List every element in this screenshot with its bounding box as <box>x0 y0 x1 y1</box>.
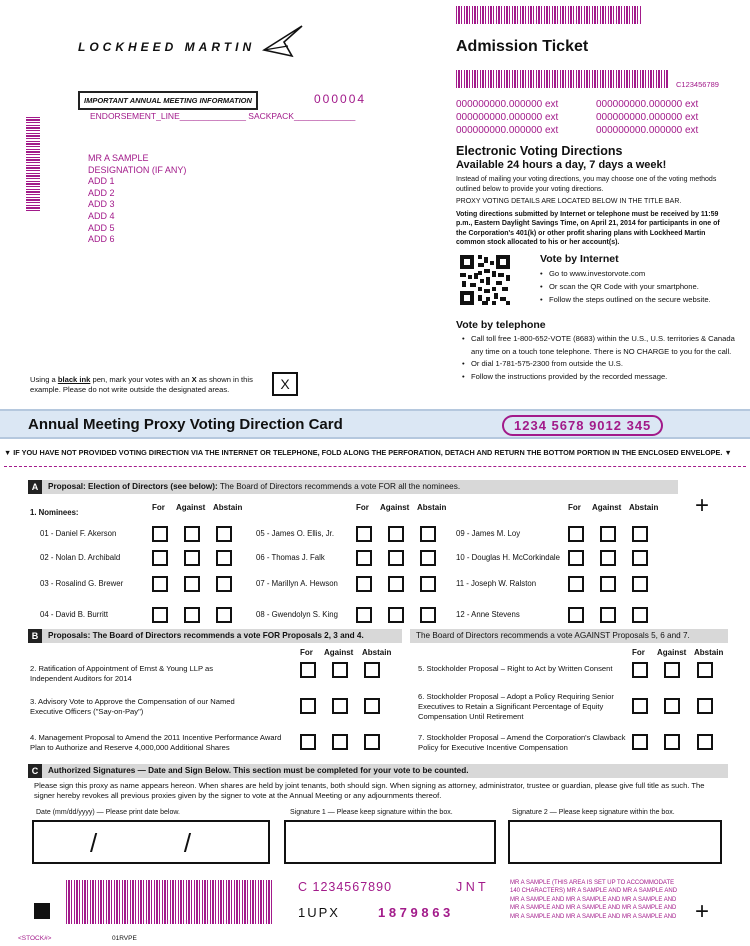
col-abstain: Abstain <box>629 503 659 512</box>
proposal-4: 4. Management Proposal to Amend the 2011 Incentive Performance Award Plan to Authorize and Reserve 4,000,000 Additional Shares <box>30 733 282 752</box>
section-c-header <box>42 764 728 778</box>
phone-step: • Call toll free 1-800-652-VOTE (8683) within the U.S., U.S. territories & Canada any time on a touch tone telephone. There is NO CHARGE to you for the call. <box>462 333 738 358</box>
col-abstain: Abstain <box>417 503 447 512</box>
phone-step: • Or dial 1-781-575-2300 from outside the U.S. <box>462 358 738 371</box>
signature-instructions: Please sign this proxy as name appears hereon. When shares are held by joint tenants, both should sign. When signing as attorney, administrator, trustee or guardian, please give full title as such. The signer hereby revokes all previous proxies given by the signer to vote at the Annual Meeting or any adjournments thereof. <box>34 781 705 800</box>
vote-for-checkbox[interactable] <box>356 607 372 623</box>
nominee-name: 08 - Gwendolyn S. King <box>256 610 338 619</box>
phone-step: • Follow the instructions provided by the recorded message. <box>462 371 738 384</box>
vote-for-checkbox[interactable] <box>152 576 168 592</box>
vote-against-checkbox[interactable] <box>388 550 404 566</box>
col-against: Against <box>592 503 622 512</box>
ticket-barcode <box>456 70 668 88</box>
col-abstain: Abstain <box>694 648 724 657</box>
section-a-header-bold: Proposal: Election of Directors (see below): <box>48 482 218 491</box>
stock-code: <STOCK#> <box>18 935 52 942</box>
ink-text-3: as shown in this example. Please do not write outside the designated areas. <box>30 375 253 394</box>
ink-text-x: X <box>191 375 197 384</box>
section-c-header-rest: This section must be completed for your vote to be counted. <box>231 766 469 775</box>
vote-for-checkbox[interactable] <box>356 550 372 566</box>
section-b-header-right: The Board of Directors recommends a vote AGAINST Proposals 5, 6 and 7. <box>410 629 728 643</box>
col-for: For <box>568 503 581 512</box>
proposal-abstain-checkbox[interactable] <box>697 662 713 678</box>
sample-line: 140 CHARACTERS) MR A SAMPLE AND MR A SAMPLE AND <box>510 888 678 895</box>
rvpe-code: 01RVPE <box>112 935 137 942</box>
vote-abstain-checkbox[interactable] <box>632 576 648 592</box>
proposal-abstain-checkbox[interactable] <box>697 734 713 750</box>
nominee-name: 11 - Joseph W. Ralston <box>456 579 537 588</box>
signature-1-box[interactable] <box>284 820 496 864</box>
proposal-against-checkbox[interactable] <box>332 662 348 678</box>
section-a-header-rest: The Board of Directors recommends a vote FOR all the nominees. <box>217 482 461 491</box>
vote-abstain-checkbox[interactable] <box>632 550 648 566</box>
footer-number: 1 8 7 9 8 6 3 <box>378 905 451 920</box>
address-line: ADD 4 <box>88 210 115 221</box>
footer-control: C 1234567890 <box>298 880 393 894</box>
proposal-against-checkbox[interactable] <box>332 734 348 750</box>
ext-lines <box>456 99 746 136</box>
vote-abstain-checkbox[interactable] <box>216 576 232 592</box>
col-for: For <box>300 648 313 657</box>
date-slashes: / / <box>90 828 192 858</box>
ink-text-bold: black ink <box>57 375 91 384</box>
ticket-control-code: C123456789 <box>676 80 719 89</box>
ticket-top-barcode <box>456 6 642 24</box>
section-b-letter: B <box>28 629 42 643</box>
phone-title: Vote by telephone <box>456 319 546 331</box>
fold-instruction: ▼ IF YOU HAVE NOT PROVIDED VOTING DIRECTION VIA THE INTERNET OR TELEPHONE, FOLD ALONG THE PERFORATION, DETACH AND RETURN THE BOTTOM PORTION IN THE ENCLOSED ENVELOPE. ▼ <box>4 448 732 457</box>
logo-text: LOCKHEED MARTIN <box>78 40 256 54</box>
proposal-against-checkbox[interactable] <box>332 698 348 714</box>
electronic-voting-directions <box>456 144 724 248</box>
mailing-address <box>88 153 186 246</box>
sample-line: MR A SAMPLE (THIS AREA IS SET UP TO ACCOMMODATE <box>510 880 675 886</box>
nominee-name: 03 - Rosalind G. Brewer <box>40 579 124 588</box>
section-b-header-left: Proposals: The Board of Directors recommends a vote FOR Proposals 2, 3 and 4. <box>42 629 402 643</box>
sample-line: MR A SAMPLE AND MR A SAMPLE AND MR A SAMPLE AND <box>510 896 677 903</box>
col-abstain: Abstain <box>213 503 243 512</box>
vote-by-internet <box>540 253 740 306</box>
footer-jnt: J N T <box>456 880 486 894</box>
col-against: Against <box>176 503 206 512</box>
control-number: 1234 5678 9012 345 <box>502 415 663 436</box>
section-c-letter: C <box>28 764 42 778</box>
nominee-name: 05 - James O. Ellis, Jr. <box>256 529 334 538</box>
proposal-for-checkbox[interactable] <box>632 662 648 678</box>
evd-paragraph: Voting directions submitted by Internet or telephone must be received by 11:59 p.m., Eastern Daylight Savings Time, on April 21, 2014 for participants in one of the Corporation's 401(k) or other profit sharing plans with Lockheed Martin common stock allocated to his or her account(s). <box>456 210 720 246</box>
internet-step: • Or scan the QR Code with your smartphone. <box>540 280 740 293</box>
col-for: For <box>632 648 645 657</box>
vote-against-checkbox[interactable] <box>388 576 404 592</box>
vote-abstain-checkbox[interactable] <box>420 607 436 623</box>
proposal-abstain-checkbox[interactable] <box>364 662 380 678</box>
ext-line: 000000000.000000 ext <box>596 125 699 136</box>
ext-line: 000000000.000000 ext <box>456 99 559 110</box>
perforation-line <box>4 466 746 467</box>
col-against: Against <box>380 503 410 512</box>
address-line: ADD 3 <box>88 199 115 210</box>
nominees-label: 1. Nominees: <box>30 508 79 517</box>
address-line: MR A SAMPLE <box>88 153 149 163</box>
vote-abstain-checkbox[interactable] <box>632 526 648 542</box>
plus-mark: + <box>695 492 710 519</box>
vote-abstain-checkbox[interactable] <box>216 526 232 542</box>
section-c-header-bold: Authorized Signatures — Date and Sign Below. <box>48 766 232 775</box>
sample-line: MR A SAMPLE AND MR A SAMPLE AND MR A SAMPLE AND <box>510 905 677 912</box>
qr-code-icon <box>458 253 512 307</box>
col-for: For <box>152 503 165 512</box>
footer-plus-mark: + <box>695 898 710 925</box>
internet-title: Vote by Internet <box>540 253 619 265</box>
vote-for-checkbox[interactable] <box>568 550 584 566</box>
ink-text-2: pen, mark your votes with an <box>90 375 192 384</box>
address-line: ADD 1 <box>88 176 115 187</box>
proposal-against-checkbox[interactable] <box>664 734 680 750</box>
sig2-label: Signature 2 — Please keep signature within the box. <box>512 809 675 816</box>
internet-step: • Follow the steps outlined on the secure website. <box>540 293 740 306</box>
vote-against-checkbox[interactable] <box>600 526 616 542</box>
proposal-abstain-checkbox[interactable] <box>364 734 380 750</box>
vote-against-checkbox[interactable] <box>388 526 404 542</box>
col-against: Against <box>657 648 687 657</box>
sample-line: MR A SAMPLE AND MR A SAMPLE AND MR A SAMPLE AND <box>510 913 677 920</box>
corner-mark <box>34 903 50 919</box>
proposal-7: 7. Stockholder Proposal – Amend the Corporation's Clawback Policy for Executive Incentive Compensation <box>418 733 626 752</box>
proposal-for-checkbox[interactable] <box>632 698 648 714</box>
nominee-name: 07 - Marillyn A. Hewson <box>256 579 338 588</box>
vote-for-checkbox[interactable] <box>152 550 168 566</box>
proposal-3: 3. Advisory Vote to Approve the Compensation of our Named Executive Officers ("Say-on-Pay") <box>30 697 235 716</box>
evd-paragraph: Instead of mailing your voting directions, you may choose one of the voting methods outlined below to provide your voting directions. <box>456 176 717 193</box>
example-mark-box: X <box>272 372 298 396</box>
meeting-info-box: IMPORTANT ANNUAL MEETING INFORMATION <box>78 91 258 110</box>
nominee-name: 09 - James M. Loy <box>456 529 521 538</box>
vote-against-checkbox[interactable] <box>184 526 200 542</box>
footer-upx: 1UPX <box>298 905 340 920</box>
sig1-label: Signature 1 — Please keep signature within the box. <box>290 809 453 816</box>
vote-against-checkbox[interactable] <box>600 607 616 623</box>
vote-for-checkbox[interactable] <box>568 576 584 592</box>
star-logo-icon <box>262 24 306 58</box>
vote-against-checkbox[interactable] <box>600 550 616 566</box>
address-line: ADD 2 <box>88 187 115 198</box>
proposal-for-checkbox[interactable] <box>632 734 648 750</box>
vote-by-telephone <box>456 319 738 383</box>
footer-barcode <box>66 880 274 924</box>
proposal-for-checkbox[interactable] <box>300 662 316 678</box>
date-label: Date (mm/dd/yyyy) — Please print date below. <box>36 809 180 816</box>
col-abstain: Abstain <box>362 648 392 657</box>
address-line: DESIGNATION (IF ANY) <box>88 164 187 175</box>
vote-abstain-checkbox[interactable] <box>420 550 436 566</box>
section-a-header <box>42 480 678 494</box>
footer-sample-block <box>510 879 677 921</box>
proposal-2: 2. Ratification of Appointment of Ernst & Young LLP as Independent Auditors for 2014 <box>30 664 214 683</box>
proposal-5: 5. Stockholder Proposal – Right to Act by Written Consent <box>418 664 613 673</box>
vote-for-checkbox[interactable] <box>356 576 372 592</box>
vote-for-checkbox[interactable] <box>152 607 168 623</box>
vote-for-checkbox[interactable] <box>356 526 372 542</box>
ext-line: 000000000.000000 ext <box>456 112 559 123</box>
vote-for-checkbox[interactable] <box>152 526 168 542</box>
vote-against-checkbox[interactable] <box>600 576 616 592</box>
nominee-name: 01 - Daniel F. Akerson <box>40 529 117 538</box>
endorsement-line: ENDORSEMENT_LINE______________ SACKPACK_____________ <box>90 111 356 121</box>
vote-abstain-checkbox[interactable] <box>216 607 232 623</box>
ink-text-1: Using a <box>30 375 58 384</box>
proposal-abstain-checkbox[interactable] <box>364 698 380 714</box>
nominee-name: 06 - Thomas J. Falk <box>256 553 325 562</box>
proposal-for-checkbox[interactable] <box>300 734 316 750</box>
vote-for-checkbox[interactable] <box>568 607 584 623</box>
vertical-barcode <box>26 116 40 211</box>
address-line: ADD 6 <box>88 234 115 245</box>
vote-against-checkbox[interactable] <box>184 607 200 623</box>
lockheed-martin-logo <box>78 40 255 54</box>
admission-ticket-title: Admission Ticket <box>456 38 589 55</box>
col-for: For <box>356 503 369 512</box>
vote-abstain-checkbox[interactable] <box>420 526 436 542</box>
vote-abstain-checkbox[interactable] <box>632 607 648 623</box>
ext-line: 000000000.000000 ext <box>456 125 559 136</box>
vote-against-checkbox[interactable] <box>184 576 200 592</box>
proposal-6: 6. Stockholder Proposal – Adopt a Policy Requiring Senior Executives to Retain a Significant Percentage of Equity Compensation Until Retirement <box>418 692 614 721</box>
card-title: Annual Meeting Proxy Voting Direction Card <box>28 416 343 433</box>
internet-step: • Go to www.investorvote.com <box>540 267 740 280</box>
proposal-for-checkbox[interactable] <box>300 698 316 714</box>
nominee-name: 02 - Nolan D. Archibald <box>40 553 121 562</box>
date-field[interactable] <box>32 820 270 864</box>
signature-2-box[interactable] <box>508 820 722 864</box>
nominee-name: 04 - David B. Burritt <box>40 610 109 619</box>
nominee-name: 12 - Anne Stevens <box>456 610 520 619</box>
col-against: Against <box>324 648 354 657</box>
evd-subtitle: Available 24 hours a day, 7 days a week! <box>456 159 667 171</box>
vote-abstain-checkbox[interactable] <box>216 550 232 566</box>
ink-instruction <box>30 375 270 395</box>
proposal-abstain-checkbox[interactable] <box>697 698 713 714</box>
vote-for-checkbox[interactable] <box>568 526 584 542</box>
ext-line: 000000000.000000 ext <box>596 99 699 110</box>
ext-line: 000000000.000000 ext <box>596 112 699 123</box>
sequence-number: 000004 <box>314 92 367 106</box>
vote-against-checkbox[interactable] <box>184 550 200 566</box>
vote-abstain-checkbox[interactable] <box>420 576 436 592</box>
evd-paragraph: PROXY VOTING DETAILS ARE LOCATED BELOW IN THE TITLE BAR. <box>456 198 682 205</box>
section-a-letter: A <box>28 480 42 494</box>
proposal-against-checkbox[interactable] <box>664 698 680 714</box>
vote-against-checkbox[interactable] <box>388 607 404 623</box>
evd-title: Electronic Voting Directions <box>456 144 623 158</box>
nominee-name: 10 - Douglas H. McCorkindale <box>456 553 561 562</box>
address-line: ADD 5 <box>88 222 115 233</box>
proposal-against-checkbox[interactable] <box>664 662 680 678</box>
